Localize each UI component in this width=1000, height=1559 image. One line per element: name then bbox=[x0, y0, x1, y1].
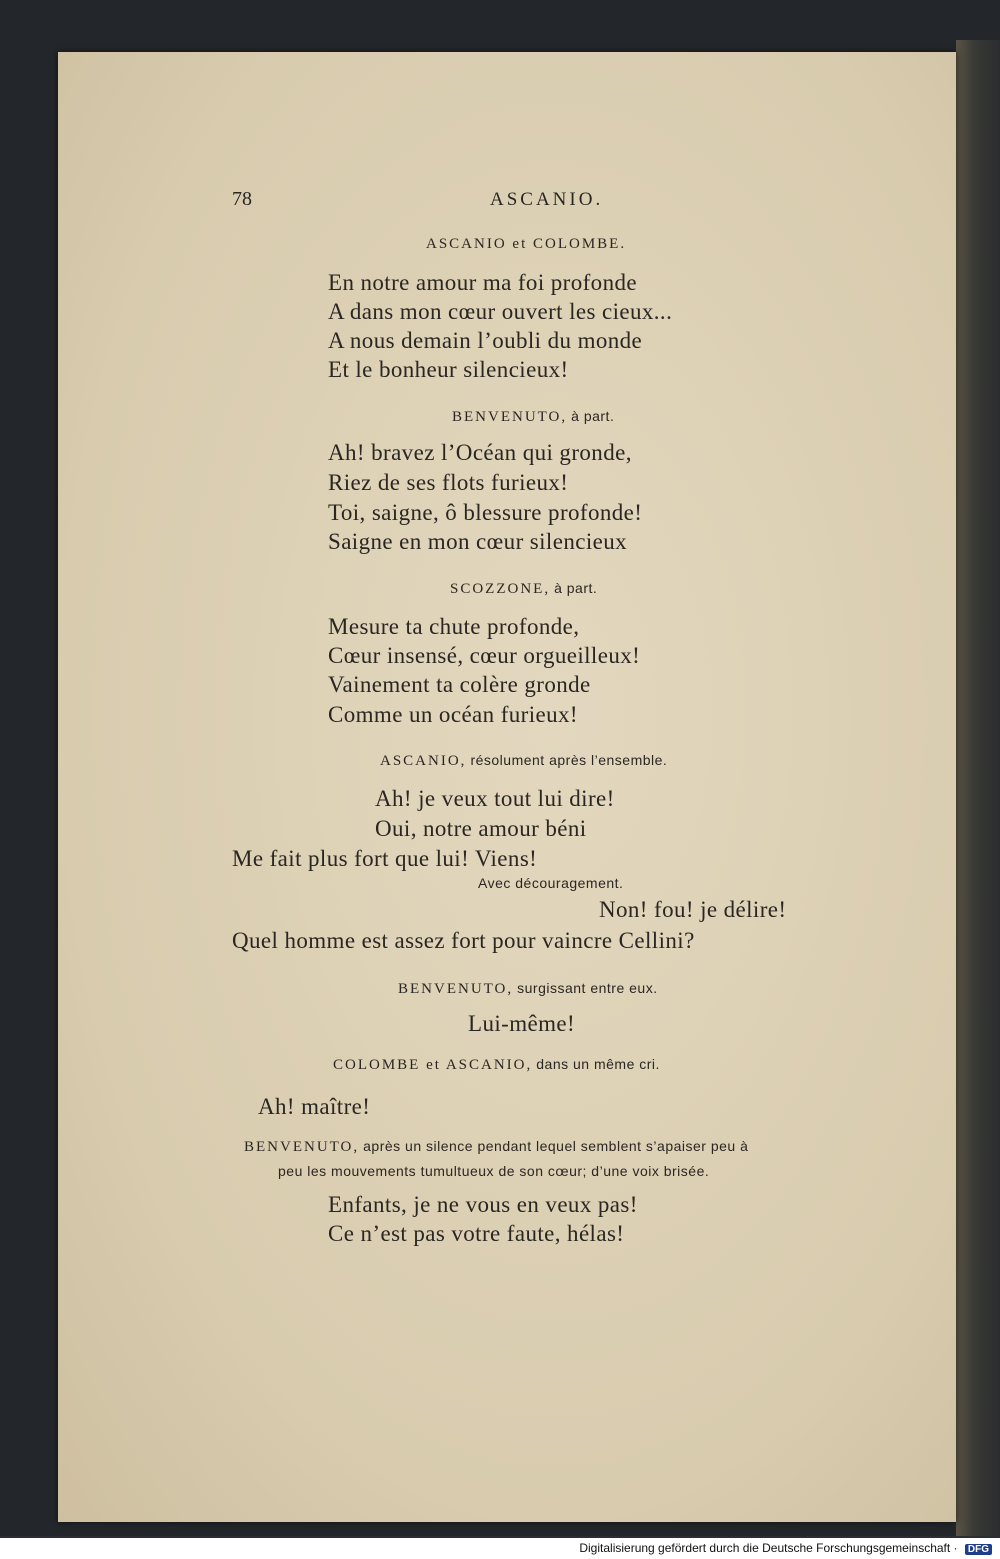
verse-line: A nous demain l’oubli du monde bbox=[328, 328, 643, 353]
verse-line: Ah! je veux tout lui dire! bbox=[375, 786, 615, 811]
speaker-name: SCOZZONE, bbox=[450, 581, 551, 597]
stage-direction: surgissant entre eux. bbox=[517, 980, 658, 996]
running-head: ASCANIO. bbox=[490, 189, 604, 210]
stage-direction: Avec découragement. bbox=[478, 875, 624, 891]
verse-line: En notre amour ma foi profonde bbox=[328, 270, 637, 295]
speaker-heading bbox=[450, 580, 597, 598]
speaker-heading bbox=[333, 1056, 660, 1074]
speaker-name: ASCANIO, bbox=[380, 753, 467, 769]
speaker-heading bbox=[380, 752, 667, 770]
verse-line: Riez de ses flots furieux! bbox=[328, 470, 569, 495]
speaker-heading bbox=[398, 980, 658, 998]
verse-line: Mesure ta chute profonde, bbox=[328, 614, 580, 639]
speaker-name: BENVENUTO, bbox=[452, 409, 568, 425]
page-number: 78 bbox=[232, 188, 252, 210]
speaker-heading bbox=[452, 408, 614, 426]
verse-line: Ah! maître! bbox=[258, 1094, 371, 1119]
stage-direction: à part. bbox=[554, 580, 598, 596]
verse-line: Oui, notre amour béni bbox=[375, 816, 587, 841]
speaker-heading bbox=[244, 1138, 748, 1156]
verse-line: Non! fou! je délire! bbox=[599, 897, 787, 922]
stage-direction: à part. bbox=[571, 408, 615, 424]
digitization-footer bbox=[0, 1538, 1000, 1559]
verse-line: Ce n’est pas votre faute, hélas! bbox=[328, 1221, 625, 1246]
verse-line: Et le bonheur silencieux! bbox=[328, 357, 569, 382]
speaker-name: BENVENUTO, bbox=[244, 1139, 360, 1155]
verse-line: Quel homme est assez fort pour vaincre Cellini? bbox=[232, 928, 695, 953]
funding-note: Digitalisierung gefördert durch die Deutsche Forschungsgemeinschaft · bbox=[579, 1541, 958, 1555]
verse-line: Me fait plus fort que lui! Viens! bbox=[232, 846, 538, 871]
stage-direction: après un silence pendant lequel semblent s’apaiser peu à bbox=[363, 1138, 749, 1154]
verse-line: Saigne en mon cœur silencieux bbox=[328, 529, 628, 554]
speaker-name: COLOMBE et ASCANIO, bbox=[333, 1057, 533, 1073]
speaker-name: BENVENUTO, bbox=[398, 981, 514, 997]
stage-direction: résolument après l’ensemble. bbox=[470, 752, 668, 768]
stage-direction: peu les mouvements tumultueux de son cœur; d’une voix brisée. bbox=[278, 1163, 710, 1179]
verse-line: Cœur insensé, cœur orgueilleux! bbox=[328, 643, 641, 668]
verse-line: Toi, saigne, ô blessure profonde! bbox=[328, 500, 643, 525]
speaker-heading: ASCANIO et COLOMBE. bbox=[426, 236, 627, 252]
verse-line: Lui-même! bbox=[468, 1011, 576, 1036]
verse-line: Vainement ta colère gronde bbox=[328, 672, 591, 697]
book-edge bbox=[956, 40, 1000, 1536]
verse-line: Comme un océan furieux! bbox=[328, 702, 578, 727]
stage-direction: dans un même cri. bbox=[536, 1056, 660, 1072]
book-page bbox=[58, 52, 956, 1522]
footer-text bbox=[579, 1541, 992, 1555]
verse-line: Enfants, je ne vous en veux pas! bbox=[328, 1192, 638, 1217]
verse-line: A dans mon cœur ouvert les cieux... bbox=[328, 299, 673, 324]
dfg-logo-icon: DFG bbox=[965, 1544, 992, 1555]
verse-line: Ah! bravez l’Océan qui gronde, bbox=[328, 440, 632, 465]
